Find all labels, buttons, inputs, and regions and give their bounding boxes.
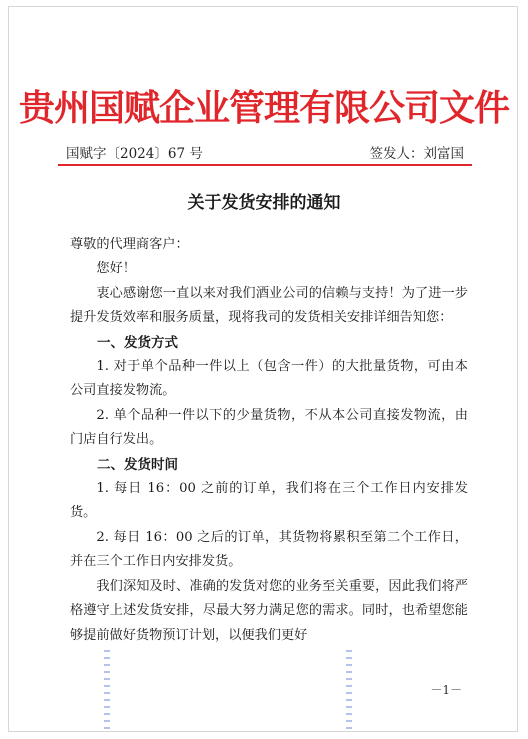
signer: 签发人：刘富国	[369, 146, 464, 162]
seal-marks-left	[104, 650, 110, 730]
notice-body	[70, 233, 468, 648]
seal-marks-right	[346, 650, 352, 730]
section-heading-shipping-time: 二、发货时间	[97, 456, 178, 473]
section-heading-shipping-method: 一、发货方式	[97, 334, 178, 351]
greeting: 您好！	[96, 261, 136, 277]
page-number: －1－	[430, 683, 462, 697]
intro-paragraph: 衷心感谢您一直以来对我们酒业公司的信赖与支持！为了进一步提升发货效率和服务质量，现将我司的发货相关安排详细告知您：	[70, 285, 468, 326]
shipping-method-item-2: 2. 单个品种一件以下的少量货物，不从本公司直接发物流，由门店自行发出。	[70, 407, 468, 448]
shipping-time-item-1: 1. 每日 16：00 之前的订单，我们将在三个工作日内安排发货。	[70, 481, 468, 521]
document-meta	[66, 142, 464, 162]
closing-paragraph: 我们深知及时、准确的发货对您的业务至关重要，因此我们将严格遵守上述发货安排，尽最大努力满足您的需求。同时，也希望您能够提前做好货物预订计划，以便我们更好	[70, 578, 468, 643]
notice-title: 关于发货安排的通知	[187, 193, 341, 213]
shipping-time-item-2: 2. 每日 16：00 之后的订单，其货物将累积至第二个工作日，并在三个工作日内安排发货。	[70, 529, 468, 570]
header-red-rule	[58, 164, 472, 166]
doc-number: 国赋字〔2024〕67 号	[66, 146, 203, 162]
salutation: 尊敬的代理商客户：	[70, 237, 189, 252]
shipping-method-item-1: 1. 对于单个品种一件以上（包含一件）的大批量货物，可由本公司直接发物流。	[70, 359, 468, 399]
org-title: 贵州国赋企业管理有限公司文件	[18, 88, 509, 129]
